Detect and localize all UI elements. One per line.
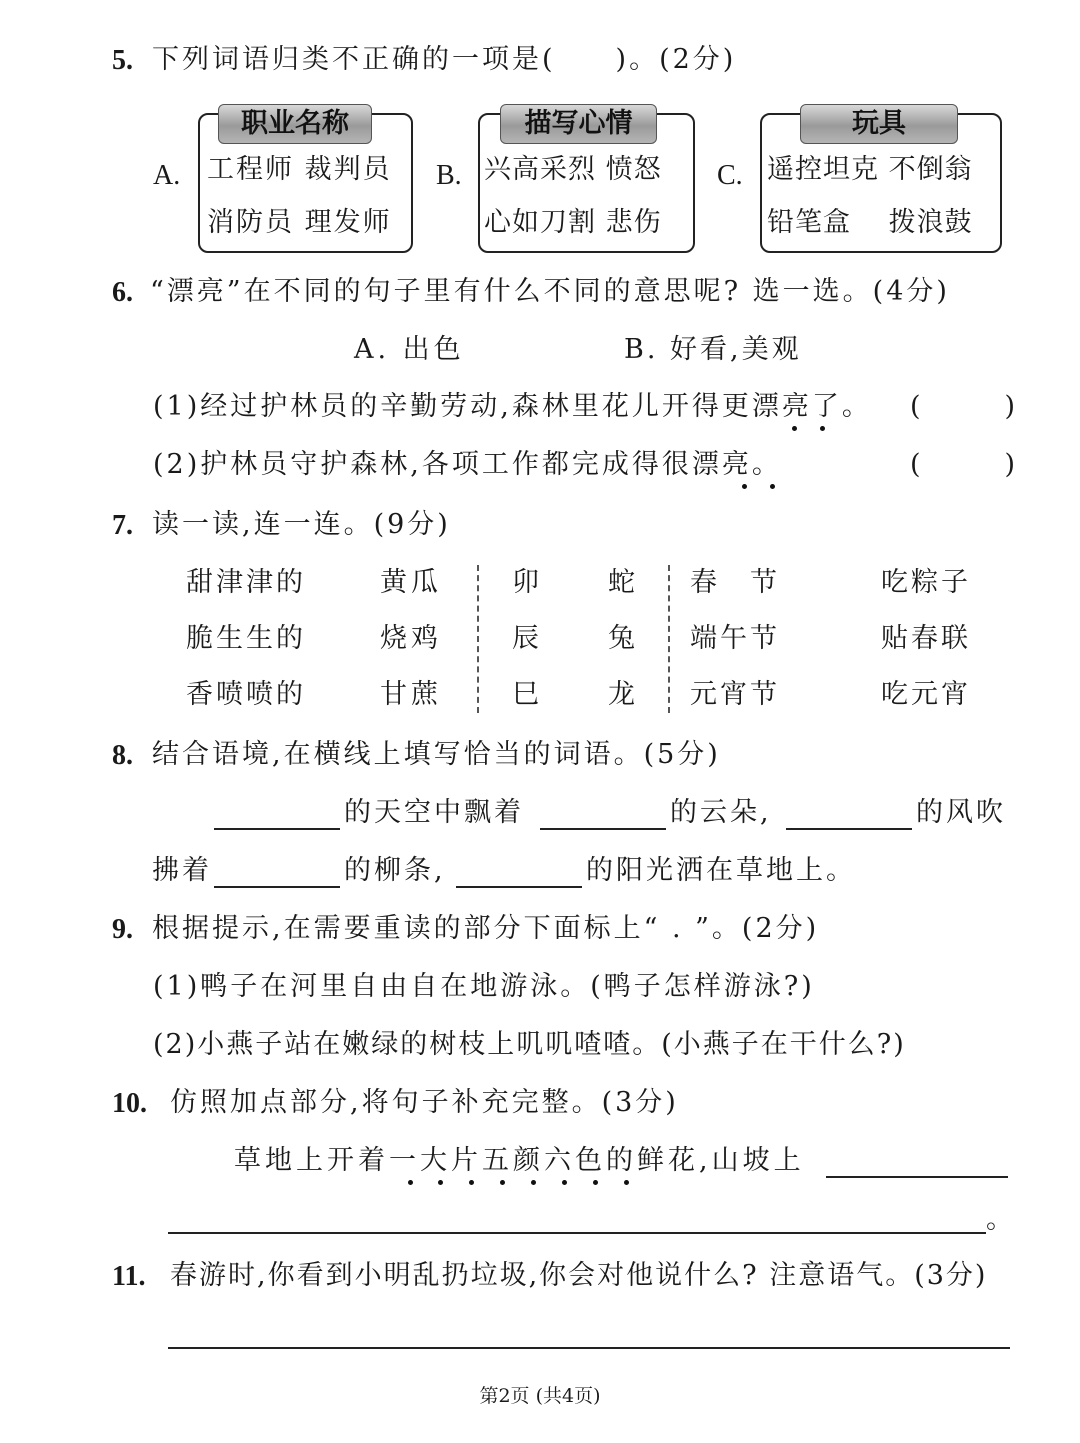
q8-line2-part3: 的阳光洒在草地上。 xyxy=(586,855,856,886)
q9-sentence-2: (2)小燕子站在嫩绿的树枝上叽叽喳喳。(小燕子在干什么?) xyxy=(153,1029,906,1060)
q11-number: 11. xyxy=(112,1261,146,1292)
q7-custom: 贴春联 xyxy=(881,623,971,654)
q7-right-item: 甘蔗 xyxy=(380,679,442,710)
q5-option-c-letter: C. xyxy=(717,160,743,191)
q7-right-item: 黄瓜 xyxy=(380,567,442,598)
q5-option-b-category: 描写心情 xyxy=(500,104,657,144)
q10-end-mark: 。 xyxy=(986,1204,1013,1235)
q10-sentence: 草地上开着一大片五颜六色的鲜花,山坡上 xyxy=(234,1145,805,1176)
q7-left-item: 甜津津的 xyxy=(186,567,306,598)
q6-answer-bracket-2[interactable]: ( ) xyxy=(910,449,1026,480)
emphasis-dot xyxy=(500,1180,505,1185)
emphasis-dot xyxy=(792,426,797,431)
q5-option-a-letter: A. xyxy=(153,160,181,191)
q7-text: 读一读,连一连。(9分) xyxy=(152,509,451,540)
emphasis-dot xyxy=(742,484,747,489)
q11-text: 春游时,你看到小明乱扔垃圾,你会对他说什么? 注意语气。(3分) xyxy=(170,1260,988,1291)
q8-text: 结合语境,在横线上填写恰当的词语。(5分) xyxy=(152,739,721,770)
q8-blank[interactable] xyxy=(786,828,912,830)
emphasis-dot xyxy=(408,1180,413,1185)
q7-custom: 吃元宵 xyxy=(881,679,971,710)
q7-left-item: 香喷喷的 xyxy=(186,679,306,710)
q9-number: 9. xyxy=(112,914,133,945)
q7-divider xyxy=(477,565,479,713)
q8-line2-part2: 的柳条, xyxy=(344,855,446,886)
q9-text: 根据提示,在需要重读的部分下面标上“ . ”。(2分) xyxy=(152,913,820,944)
q6-answer-bracket-1[interactable]: ( ) xyxy=(910,391,1026,422)
q10-answer-line[interactable] xyxy=(168,1232,986,1234)
q7-zodiac-branch: 卯 xyxy=(512,567,539,598)
q10-text: 仿照加点部分,将句子补充完整。(3分) xyxy=(170,1087,679,1118)
emphasis-dot xyxy=(469,1180,474,1185)
q7-zodiac-animal: 兔 xyxy=(608,623,635,654)
q8-line1-part3: 的风吹 xyxy=(916,797,1006,828)
q7-festival: 元宵节 xyxy=(690,679,780,710)
q8-blank[interactable] xyxy=(214,886,340,888)
q7-zodiac-branch: 辰 xyxy=(512,623,539,654)
q8-line2-part1: 拂着 xyxy=(152,855,212,886)
q5-option-a-row2: 消防员 理发师 xyxy=(207,207,392,238)
q7-zodiac-branch: 巳 xyxy=(512,679,539,710)
emphasis-dot xyxy=(820,426,825,431)
q5-option-c-category: 玩具 xyxy=(800,104,958,144)
emphasis-dot xyxy=(531,1180,536,1185)
q6-sentence-2: (2)护林员守护森林,各项工作都完成得很漂亮。 xyxy=(153,449,782,480)
q6-choice-b: B. 好看,美观 xyxy=(624,334,802,365)
q5-option-b-row1: 兴高采烈 愤怒 xyxy=(484,154,662,185)
q10-number: 10. xyxy=(112,1088,147,1119)
q6-text: “漂亮”在不同的句子里有什么不同的意思呢? 选一选。(4分) xyxy=(150,276,950,307)
q8-blank[interactable] xyxy=(540,828,666,830)
q7-festival: 端午节 xyxy=(690,623,780,654)
q5-option-b-letter: B. xyxy=(436,160,462,191)
q11-answer-line[interactable] xyxy=(168,1347,1010,1349)
q7-right-item: 烧鸡 xyxy=(380,623,442,654)
emphasis-dot xyxy=(624,1180,629,1185)
q8-number: 8. xyxy=(112,740,133,771)
emphasis-dot xyxy=(562,1180,567,1185)
q7-zodiac-animal: 蛇 xyxy=(608,567,635,598)
page-number: 第2页 (共4页) xyxy=(479,1385,601,1407)
emphasis-dot xyxy=(438,1180,443,1185)
q5-option-c-row2: 铅笔盒 拨浪鼓 xyxy=(767,207,973,238)
q5-option-a-category: 职业名称 xyxy=(218,104,372,144)
q8-blank[interactable] xyxy=(214,828,340,830)
q6-number: 6. xyxy=(112,277,133,308)
q7-divider xyxy=(668,565,670,713)
q6-sentence-1: (1)经过护林员的辛勤劳动,森林里花儿开得更漂亮了。 xyxy=(153,391,872,422)
q5-option-b-row2: 心如刀割 悲伤 xyxy=(484,207,662,238)
q5-option-c-row1: 遥控坦克 不倒翁 xyxy=(767,154,973,185)
q7-custom: 吃粽子 xyxy=(881,567,971,598)
q5-option-a-row1: 工程师 裁判员 xyxy=(207,154,392,185)
q7-number: 7. xyxy=(112,510,133,541)
q7-zodiac-animal: 龙 xyxy=(608,679,635,710)
emphasis-dot xyxy=(593,1180,598,1185)
q8-line1-part1: 的天空中飘着 xyxy=(344,797,524,828)
q7-left-item: 脆生生的 xyxy=(186,623,306,654)
q10-answer-line[interactable] xyxy=(826,1176,1008,1178)
q8-line1-part2: 的云朵, xyxy=(670,797,772,828)
q6-choice-a: A. 出色 xyxy=(354,334,465,365)
q5-number: 5. xyxy=(112,45,133,76)
q7-festival: 春 节 xyxy=(690,567,780,598)
q8-blank[interactable] xyxy=(456,886,582,888)
emphasis-dot xyxy=(770,484,775,489)
q5-text: 下列词语归类不正确的一项是( )。(2分) xyxy=(152,44,737,75)
q9-sentence-1: (1)鸭子在河里自由自在地游泳。(鸭子怎样游泳?) xyxy=(153,971,815,1002)
